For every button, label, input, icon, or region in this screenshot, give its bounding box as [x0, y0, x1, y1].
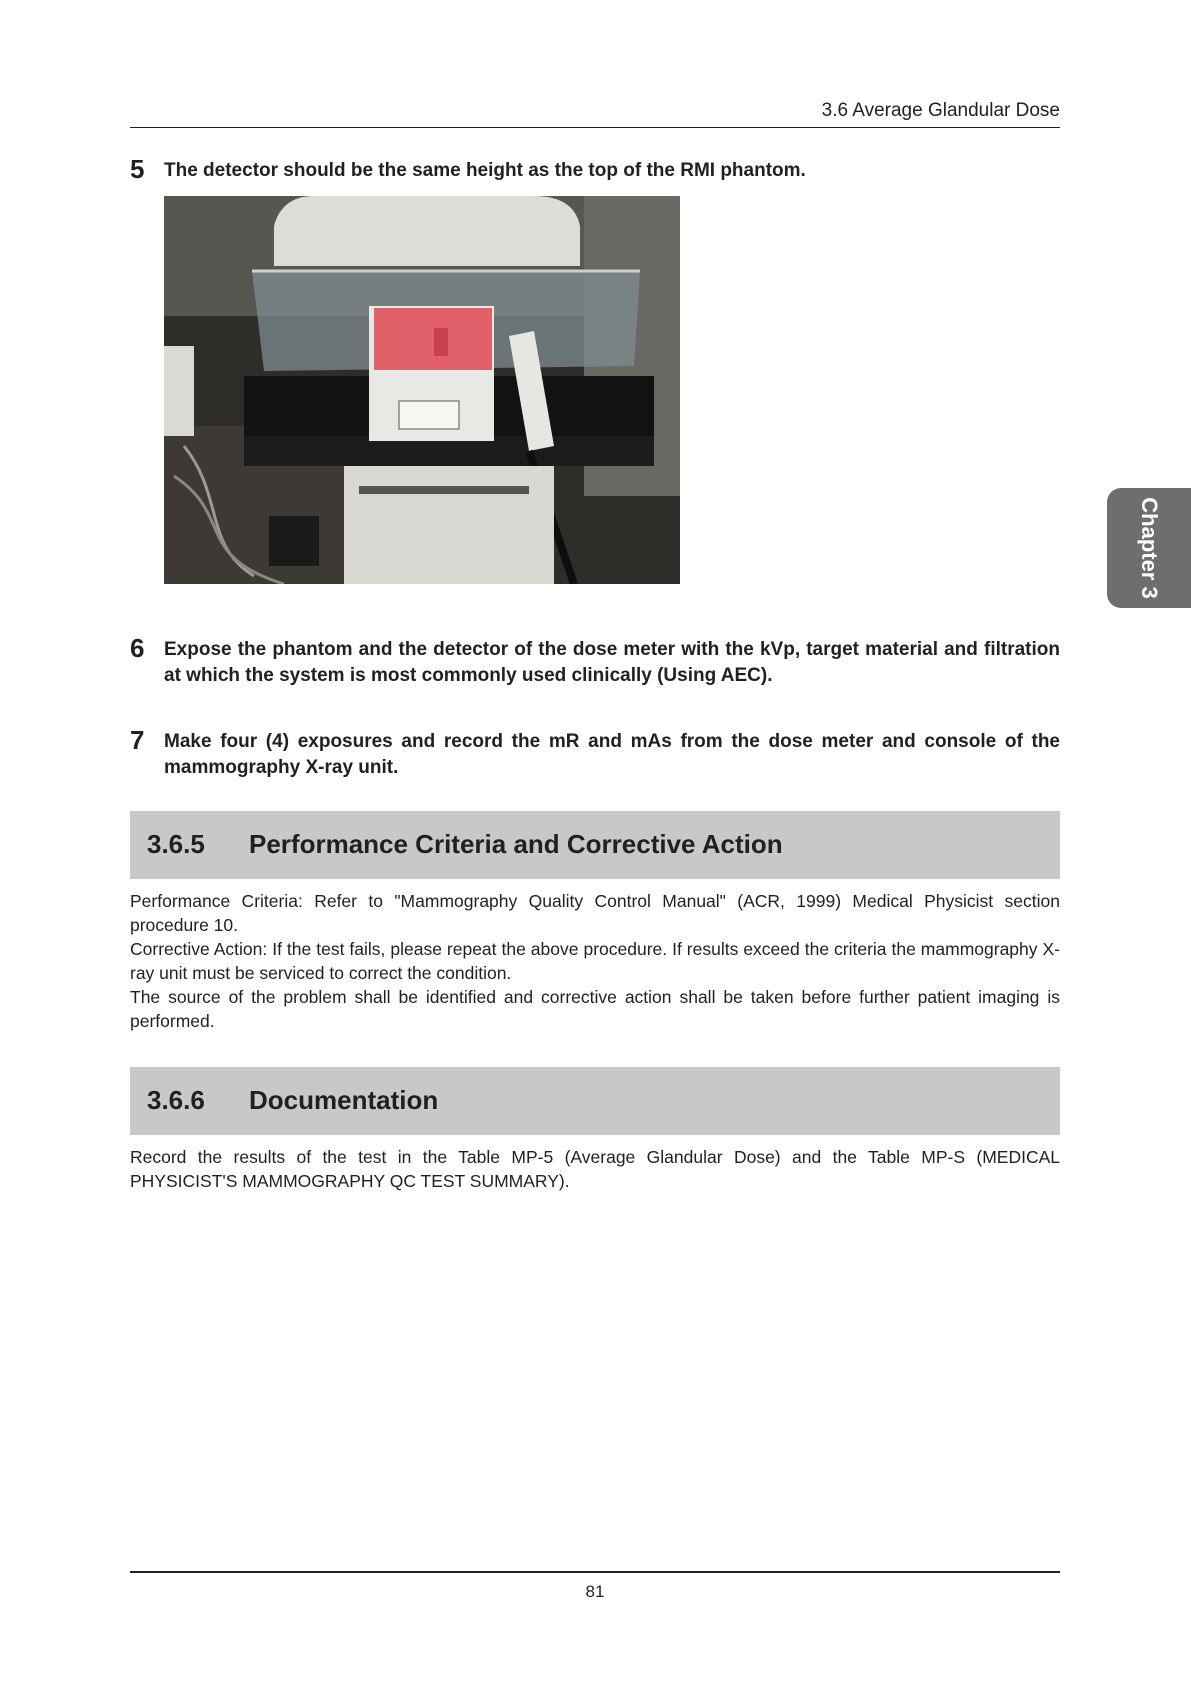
section-heading-3-6-5	[130, 811, 1060, 879]
paragraph-documentation: Record the results of the test in the Table MP-5 (Average Glandular Dose) and the Table MP-S (MEDICAL PHYSICIST'S MAMMOGRAPHY QC TEST SUMMARY).	[130, 1147, 1060, 1191]
section-heading-3-6-6	[130, 1067, 1060, 1135]
step-number: 7	[130, 725, 144, 755]
chapter-tab	[1107, 488, 1191, 608]
step-text: Expose the phantom and the detector of the dose meter with the kVp, target material and filtration at which the system is most commonly used clinically (Using AEC).	[164, 639, 1060, 686]
step-6	[130, 633, 1060, 689]
step-number: 6	[130, 633, 144, 663]
phantom-setup-photo	[164, 196, 680, 584]
paragraph-problem-source: The source of the problem shall be identified and corrective action shall be taken before further patient imaging is performed.	[130, 987, 1060, 1031]
chapter-tab-label: Chapter 3	[1137, 497, 1162, 599]
section-number: 3.6.6	[147, 1085, 205, 1115]
footer-rule	[130, 1571, 1060, 1573]
section-title: Performance Criteria and Corrective Action	[249, 829, 783, 859]
photo-illustration	[164, 196, 680, 584]
step-text: Make four (4) exposures and record the mR and mAs from the dose meter and console of the mammography X-ray unit.	[164, 731, 1060, 778]
section-body-3-6-6	[130, 1145, 1060, 1193]
step-5	[130, 154, 1060, 184]
section-title: Documentation	[249, 1085, 439, 1115]
paragraph-performance-criteria: Performance Criteria: Refer to "Mammography Quality Control Manual" (ACR, 1999) Medical Physicist section procedure 10.	[130, 891, 1060, 935]
paragraph-corrective-action: Corrective Action: If the test fails, please repeat the above procedure. If results exceed the criteria the mammography X-ray unit must be serviced to correct the condition.	[130, 939, 1060, 983]
header-rule	[130, 127, 1060, 128]
step-number: 5	[130, 154, 144, 184]
step-7	[130, 725, 1060, 781]
step-text: The detector should be the same height as the top of the RMI phantom.	[164, 160, 806, 181]
running-header: 3.6 Average Glandular Dose	[821, 100, 1060, 121]
section-number: 3.6.5	[147, 829, 205, 859]
section-body-3-6-5	[130, 889, 1060, 1033]
page-number: 81	[585, 1582, 605, 1601]
